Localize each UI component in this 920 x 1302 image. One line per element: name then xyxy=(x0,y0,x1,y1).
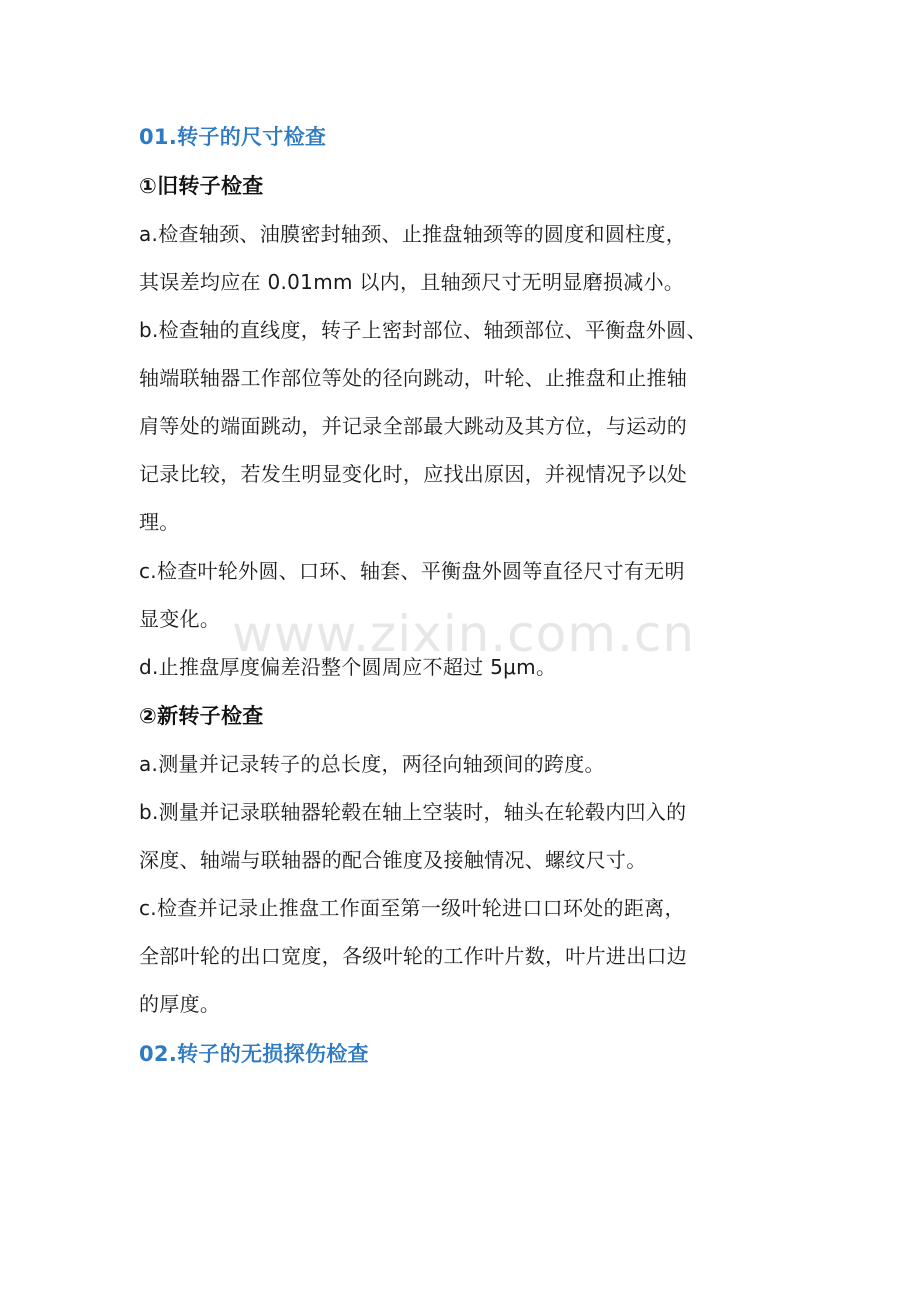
paragraph-line: 其误差均应在 0.01mm 以内，且轴颈尺寸无明显磨损减小。 xyxy=(139,270,685,294)
subsection-heading-new-rotor: ②新转子检查 xyxy=(139,704,264,728)
paragraph-line: 记录比较，若发生明显变化时，应找出原因，并视情况予以处 xyxy=(139,462,688,486)
section-heading-01: 01.转子的尺寸检查 xyxy=(139,125,327,149)
paragraph-line: d.止推盘厚度偏差沿整个圆周应不超过 5μm。 xyxy=(139,655,557,679)
paragraph-line: a.检查轴颈、油膜密封轴颈、止推盘轴颈等的圆度和圆柱度， xyxy=(139,222,687,246)
paragraph-line: b.检查轴的直线度，转子上密封部位、轴颈部位、平衡盘外圆、 xyxy=(139,318,707,342)
paragraph-line: a.测量并记录转子的总长度，两径向轴颈间的跨度。 xyxy=(139,752,605,776)
paragraph-line: 理。 xyxy=(139,510,180,534)
paragraph-line: c.检查并记录止推盘工作面至第一级叶轮进口口环处的距离， xyxy=(139,896,685,920)
paragraph-line: 全部叶轮的出口宽度，各级叶轮的工作叶片数，叶片进出口边 xyxy=(139,944,688,968)
paragraph-line: 的厚度。 xyxy=(139,992,221,1016)
paragraph-line: 深度、轴端与联轴器的配合锥度及接触情况、螺纹尺寸。 xyxy=(139,848,647,872)
paragraph-line: 肩等处的端面跳动，并记录全部最大跳动及其方位，与运动的 xyxy=(139,414,688,438)
paragraph-line: 轴端联轴器工作部位等处的径向跳动，叶轮、止推盘和止推轴 xyxy=(139,366,688,390)
watermark: www.zixin.com.cn xyxy=(232,605,696,663)
paragraph-line: 显变化。 xyxy=(139,607,221,631)
paragraph-line: c.检查叶轮外圆、口环、轴套、平衡盘外圆等直径尺寸有无明 xyxy=(139,559,685,583)
section-heading-02: 02.转子的无损探伤检查 xyxy=(139,1042,369,1066)
paragraph-line: b.测量并记录联轴器轮毂在轴上空装时，轴头在轮毂内凹入的 xyxy=(139,800,687,824)
subsection-heading-old-rotor: ①旧转子检查 xyxy=(139,174,264,198)
